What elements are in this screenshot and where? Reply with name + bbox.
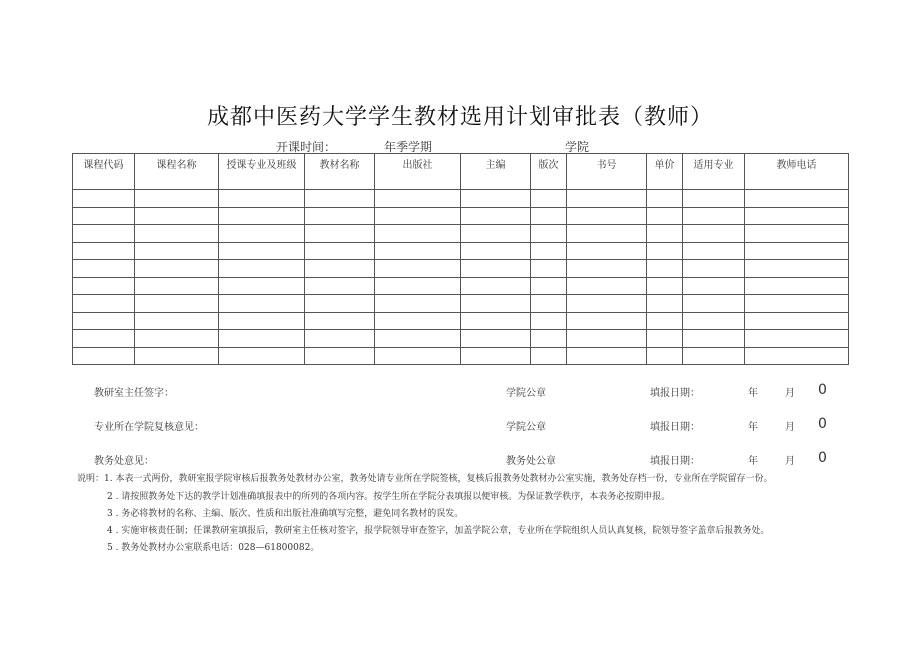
year-label: 年 (748, 388, 758, 399)
table-row (73, 260, 849, 278)
table-cell[interactable] (73, 225, 135, 243)
table-cell[interactable] (135, 207, 219, 225)
table-cell[interactable] (683, 190, 745, 208)
table-header-row (73, 154, 849, 190)
header-teacher-phone: 教师电话 (745, 154, 849, 190)
table-cell[interactable] (135, 242, 219, 260)
table-cell[interactable] (683, 295, 745, 313)
table-cell[interactable] (647, 277, 683, 295)
table-cell[interactable] (647, 347, 683, 365)
table-cell[interactable] (73, 207, 135, 225)
note-4: 4 . 实施审核责任制；任课教研室填报后，教研室主任核对签字，报学院领导审查签字，加盖学院公章，专业所在学院组织人员认真复核，院领导签字盖章后报教务处。 (107, 526, 770, 536)
table-cell[interactable] (531, 347, 567, 365)
table-cell[interactable] (219, 190, 305, 208)
table-cell[interactable] (531, 312, 567, 330)
table-cell[interactable] (375, 190, 461, 208)
table-row (73, 207, 849, 225)
table-cell[interactable] (647, 330, 683, 348)
table-cell[interactable] (73, 260, 135, 278)
table-cell[interactable] (647, 295, 683, 313)
table-cell[interactable] (745, 207, 849, 225)
table-cell[interactable] (647, 312, 683, 330)
table-row (73, 330, 849, 348)
table-cell[interactable] (567, 207, 647, 225)
table-cell[interactable] (375, 225, 461, 243)
table-cell[interactable] (305, 225, 375, 243)
table-cell[interactable] (745, 347, 849, 365)
month-label: 月 (785, 388, 795, 399)
page-title: 成都中医药大学学生教材选用计划审批表（教师） (206, 105, 713, 130)
table-cell[interactable] (461, 190, 531, 208)
table-cell[interactable] (567, 242, 647, 260)
table-cell[interactable] (135, 260, 219, 278)
table-cell[interactable] (375, 312, 461, 330)
table-cell[interactable] (531, 277, 567, 295)
table-cell[interactable] (567, 347, 647, 365)
table-cell[interactable] (375, 347, 461, 365)
director-signature-label: 教研室主任签字： (94, 388, 174, 399)
table-cell[interactable] (305, 295, 375, 313)
fill-date-label: 填报日期： (650, 388, 700, 399)
table-row (73, 312, 849, 330)
academic-affairs-opinion-label: 教务处意见： (94, 456, 154, 467)
table-cell[interactable] (567, 330, 647, 348)
table-cell[interactable] (567, 260, 647, 278)
table-cell[interactable] (647, 242, 683, 260)
table-cell[interactable] (531, 260, 567, 278)
table-cell[interactable] (461, 260, 531, 278)
table-cell[interactable] (375, 295, 461, 313)
table-cell[interactable] (73, 347, 135, 365)
day-value: 0 (818, 416, 827, 432)
table-row (73, 190, 849, 208)
table-cell[interactable] (135, 277, 219, 295)
table-cell[interactable] (375, 330, 461, 348)
table-cell[interactable] (567, 295, 647, 313)
header-price: 单价 (647, 154, 683, 190)
table-cell[interactable] (531, 207, 567, 225)
table-row (73, 295, 849, 313)
table-cell[interactable] (531, 190, 567, 208)
header-applicable-major: 适用专业 (683, 154, 745, 190)
table-cell[interactable] (461, 207, 531, 225)
table-cell[interactable] (461, 225, 531, 243)
table-cell[interactable] (73, 295, 135, 313)
table-cell[interactable] (135, 190, 219, 208)
table-cell[interactable] (745, 190, 849, 208)
table-cell[interactable] (745, 225, 849, 243)
table-cell[interactable] (683, 312, 745, 330)
college-review-label: 专业所在学院复核意见： (94, 422, 204, 433)
header-textbook-name: 教材名称 (305, 154, 375, 190)
table-cell[interactable] (305, 277, 375, 295)
header-editor: 主编 (461, 154, 531, 190)
table-cell[interactable] (219, 330, 305, 348)
table-cell[interactable] (219, 277, 305, 295)
table-cell[interactable] (683, 277, 745, 295)
table-cell[interactable] (647, 190, 683, 208)
table-cell[interactable] (683, 347, 745, 365)
table-cell[interactable] (531, 225, 567, 243)
day-value: 0 (818, 450, 827, 466)
table-cell[interactable] (745, 277, 849, 295)
table-cell[interactable] (461, 347, 531, 365)
table-cell[interactable] (531, 295, 567, 313)
fill-date-label: 填报日期： (650, 456, 700, 467)
table-cell[interactable] (683, 260, 745, 278)
table-cell[interactable] (461, 277, 531, 295)
table-cell[interactable] (73, 190, 135, 208)
note-3: 3 . 务必将教材的名称、主编、版次、性质和出版社准确填写完整，避免同名教材的误发。 (107, 509, 464, 519)
table-cell[interactable] (461, 295, 531, 313)
header-publisher: 出版社 (375, 154, 461, 190)
table-cell[interactable] (219, 242, 305, 260)
table-cell[interactable] (305, 207, 375, 225)
college-seal-label: 学院公章 (506, 422, 546, 433)
table-cell[interactable] (461, 242, 531, 260)
table-cell[interactable] (219, 295, 305, 313)
college-seal-label: 学院公章 (506, 388, 546, 399)
table-row (73, 347, 849, 365)
table-row (73, 242, 849, 260)
table-cell[interactable] (305, 347, 375, 365)
table-cell[interactable] (683, 225, 745, 243)
table-cell[interactable] (683, 207, 745, 225)
fill-date-label: 填报日期： (650, 422, 700, 433)
month-label: 月 (785, 422, 795, 433)
term-label: 年季学期 (384, 140, 433, 154)
header-isbn: 书号 (567, 154, 647, 190)
table-row (73, 225, 849, 243)
table-cell[interactable] (375, 277, 461, 295)
table-cell[interactable] (219, 225, 305, 243)
table-cell[interactable] (647, 225, 683, 243)
header-course-code: 课程代码 (73, 154, 135, 190)
table-cell[interactable] (305, 312, 375, 330)
table-cell[interactable] (567, 277, 647, 295)
table-cell[interactable] (683, 330, 745, 348)
table-cell[interactable] (219, 312, 305, 330)
table-cell[interactable] (73, 242, 135, 260)
table-cell[interactable] (375, 260, 461, 278)
year-label: 年 (748, 456, 758, 467)
table-cell[interactable] (73, 277, 135, 295)
table-cell[interactable] (135, 312, 219, 330)
table-cell[interactable] (135, 330, 219, 348)
table-cell[interactable] (531, 242, 567, 260)
table-cell[interactable] (375, 242, 461, 260)
table-cell[interactable] (461, 312, 531, 330)
table-cell[interactable] (567, 190, 647, 208)
note-2: 2 . 请按照教务处下达的教学计划准确填报表中的所列的各项内容。按学生所在学院分表填报以便审核。为保证教学秩序，本表务必按期申报。 (107, 492, 671, 502)
table-cell[interactable] (305, 260, 375, 278)
table-cell[interactable] (745, 312, 849, 330)
table-cell[interactable] (219, 207, 305, 225)
table-cell[interactable] (219, 260, 305, 278)
table-cell[interactable] (135, 347, 219, 365)
table-cell[interactable] (305, 330, 375, 348)
academic-affairs-seal-label: 教务处公章 (506, 456, 556, 467)
table-cell[interactable] (745, 260, 849, 278)
table-cell[interactable] (745, 330, 849, 348)
note-1: 说明：1. 本表一式两份，教研室报学院审核后报教务处教材办公室，教务处请专业所在学院签核，复核后报教务处教材办公室实施，教务处存档一份，专业所在学院留存一份。 (77, 474, 773, 484)
table-cell[interactable] (647, 207, 683, 225)
table-row (73, 277, 849, 295)
header-major-class: 授课专业及班级 (219, 154, 305, 190)
table-cell[interactable] (531, 330, 567, 348)
table-body (73, 190, 849, 365)
month-label: 月 (785, 456, 795, 467)
day-value: 0 (818, 382, 827, 398)
table-cell[interactable] (219, 347, 305, 365)
table-cell[interactable] (135, 295, 219, 313)
header-course-name: 课程名称 (135, 154, 219, 190)
year-label: 年 (748, 422, 758, 433)
table-cell[interactable] (745, 295, 849, 313)
table-cell[interactable] (73, 330, 135, 348)
course-time-label: 开课时间： (276, 140, 337, 154)
table-cell[interactable] (567, 225, 647, 243)
textbook-plan-table (72, 153, 849, 365)
table-cell[interactable] (375, 207, 461, 225)
note-5: 5 . 教务处教材办公室联系电话：028—61800082。 (107, 543, 320, 553)
table-cell[interactable] (745, 242, 849, 260)
college-label: 学院 (565, 140, 590, 154)
table-cell[interactable] (461, 330, 531, 348)
table-cell[interactable] (647, 260, 683, 278)
table-cell[interactable] (683, 242, 745, 260)
table-cell[interactable] (73, 312, 135, 330)
header-edition: 版次 (531, 154, 567, 190)
table-cell[interactable] (567, 312, 647, 330)
table-cell[interactable] (305, 190, 375, 208)
table-cell[interactable] (135, 225, 219, 243)
table-cell[interactable] (305, 242, 375, 260)
